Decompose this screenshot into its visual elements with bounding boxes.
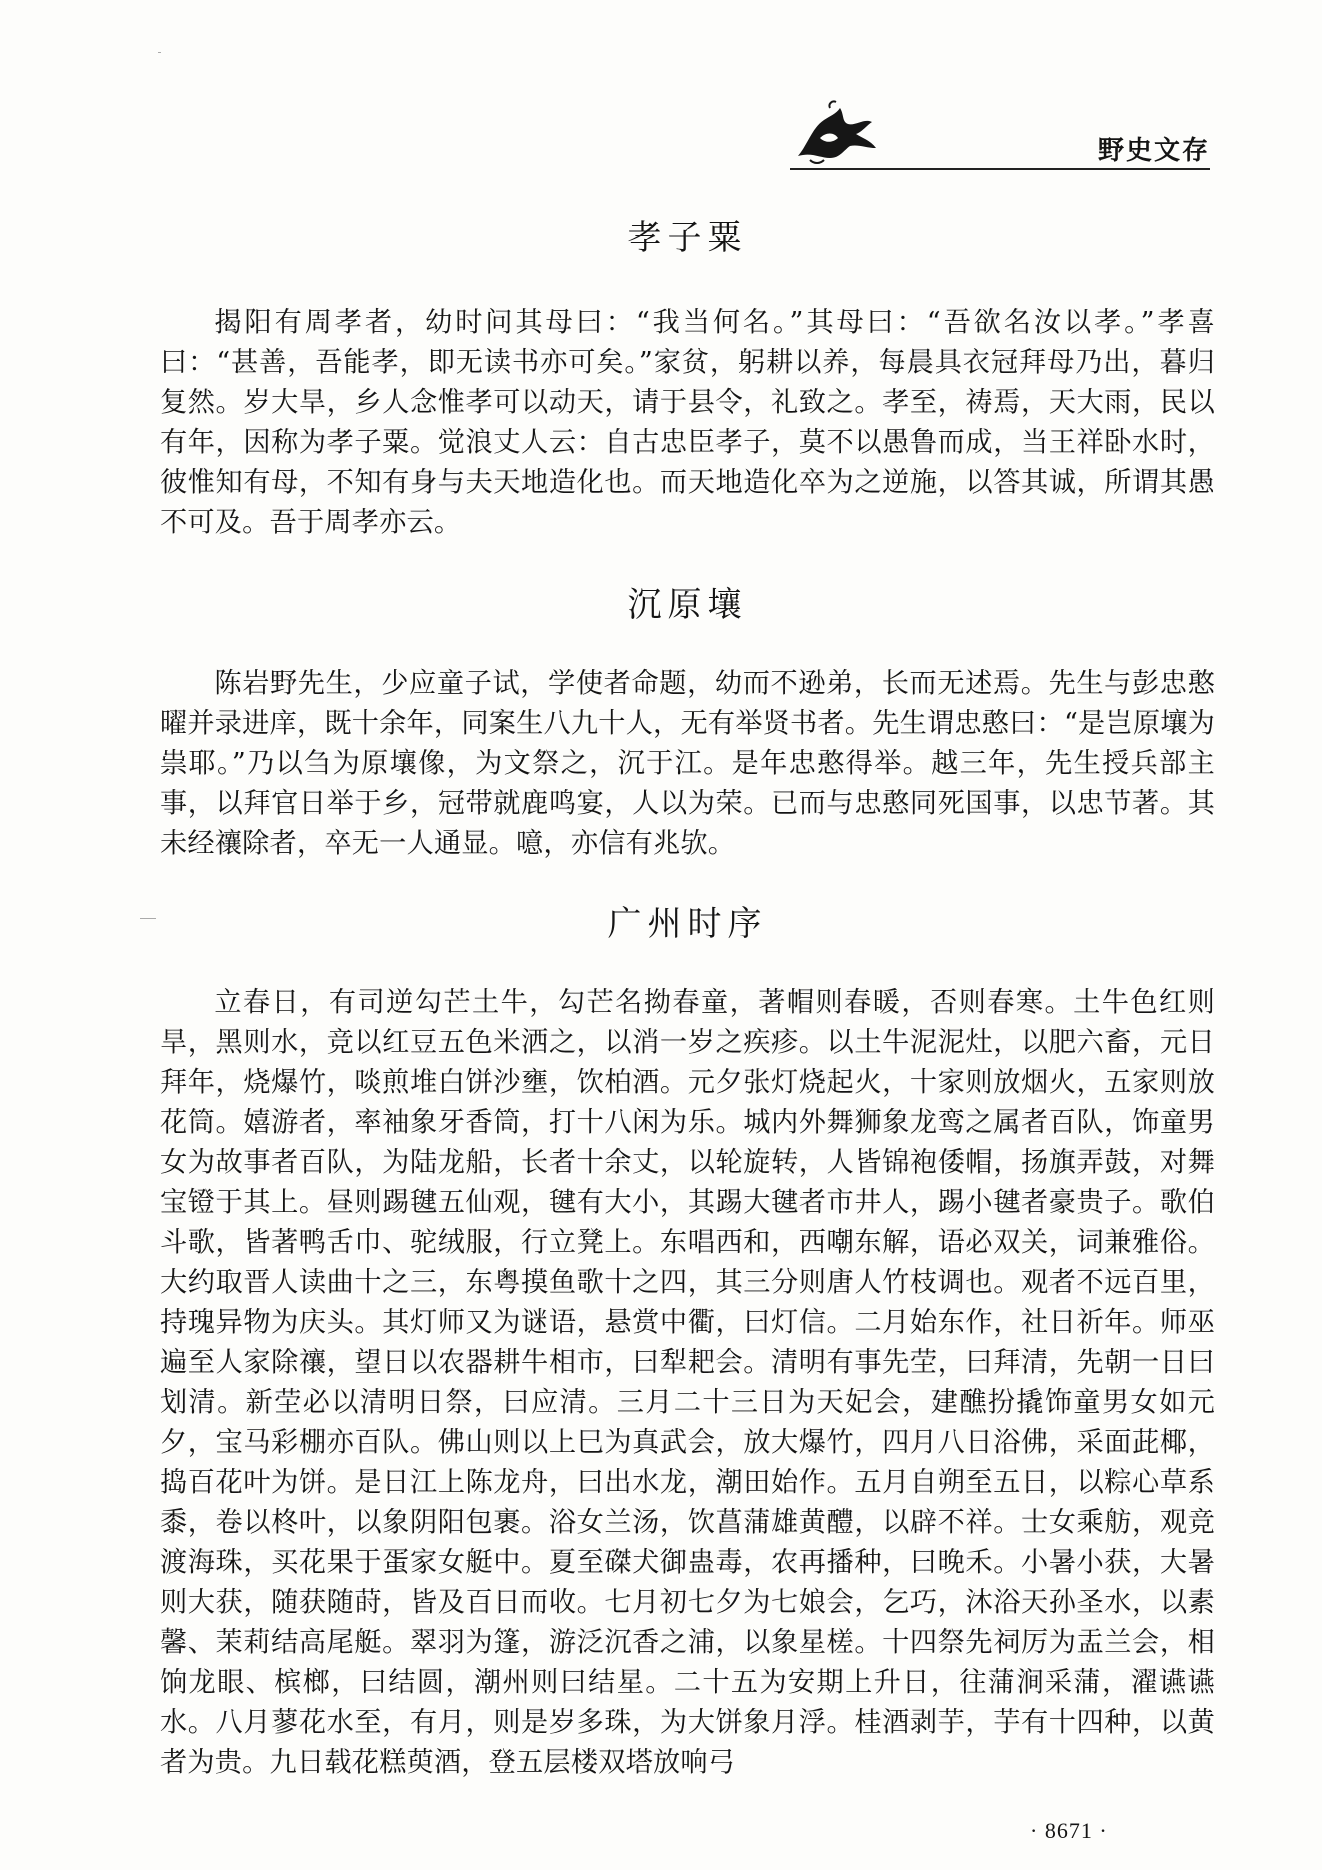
section-chen-yuan-rang bbox=[160, 582, 1215, 864]
dragon-emblem-icon bbox=[790, 98, 885, 168]
section-body: 立春日，有司逆勾芒土牛，勾芒名拗春童，著帽则春暖，否则春寒。土牛色红则旱，黑则水，竞以红豆五色米洒之，以消一岁之疾疹。以土牛泥泥灶，以肥六畜，元日拜年，烧爆竹，啖煎堆白饼沙壅，饮柏酒。元夕张灯烧起火，十家则放烟火，五家则放花筒。嬉游者，率袖象牙香筒，打十八闲为乐。城内外舞狮象龙鸾之属者百队，饰童男女为故事者百队，为陆龙船，长者十余丈，以轮旋转，人皆锦袍倭帽，扬旗弄鼓，对舞宝镫于其上。昼则踢毽五仙观，毽有大小，其踢大毽者市井人，踢小毽者豪贵子。歌伯斗歌，皆著鸭舌巾、驼绒服，行立凳上。东唱西和，西嘲东解，语必双关，词兼雅俗。大约取晋人读曲十之三，东粤摸鱼歌十之四，其三分则唐人竹枝调也。观者不远百里，持瑰异物为庆头。其灯师又为谜语，悬赏中衢，曰灯信。二月始东作，社日祈年。师巫遍至人家除禳，望日以农器耕牛相市，曰犁耙会。清明有事先茔，曰拜清，先朝一日曰划清。新茔必以清明日祭，曰应清。三月二十三日为天妃会，建醮扮撬饰童男女如元夕，宝马彩棚亦百队。佛山则以上巳为真武会，放大爆竹，四月八日浴佛，采面茈椰，捣百花叶为饼。是日江上陈龙舟，曰出水龙，潮田始作。五月自朔至五日，以粽心草系黍，卷以柊叶，以象阴阳包裹。浴女兰汤，饮菖蒲雄黄醴，以辟不祥。士女乘舫，观竞渡海珠，买花果于蛋家女艇中。夏至磔犬御蛊毒，农再播种，曰晚禾。小暑小获，大暑则大获，随获随莳，皆及百日而收。七月初七夕为七娘会，乞巧，沐浴天孙圣水，以素馨、茉莉结高尾艇。翠羽为篷，游泛沉香之浦，以象星槎。十四祭先祠厉为盂兰会，相饷龙眼、槟榔，曰结圆，潮州则曰结星。二十五为安期上升日，往蒲涧采蒲，濯䜩䜩水。八月蓼花水至，有月，则是岁多珠，为大饼象月浮。桂酒剥芋，芋有十四种，以黄者为贵。九日载花糕萸酒，登五层楼双塔放响弓 bbox=[160, 987, 1215, 1778]
running-header bbox=[790, 96, 1210, 176]
section-body: 陈岩野先生，少应童子试，学使者命题，幼而不逊弟，长而无述焉。先生与彭忠憨曜并录进庠，既十余年，同案生八九十人，无有举贤书者。先生谓忠憨曰：“是岂原壤为祟耶。”乃以刍为原壤像，为文祭之，沉于江。是年忠憨得举。越三年，先生授兵部主事，以拜官日举于乡，冠带就鹿鸣宴，人以为荣。已而与忠憨同死国事，以忠节著。其未经禳除者，卒无一人通显。噫，亦信有兆欤。 bbox=[160, 668, 1215, 859]
page-number: · 8671 · bbox=[1030, 1818, 1108, 1843]
page-content bbox=[160, 215, 1215, 1783]
section-title: 沉原壤 bbox=[627, 585, 748, 625]
header-rule bbox=[790, 168, 1210, 170]
scan-mark bbox=[140, 918, 156, 919]
scan-mark bbox=[158, 52, 161, 53]
section-body: 揭阳有周孝者，幼时问其母曰：“我当何名。”其母曰：“吾欲名汝以孝。”孝喜曰：“甚善，吾能孝，即无读书亦可矣。”家贫，躬耕以养，每晨具衣冠拜母乃出，暮归复然。岁大旱，乡人念惟孝可以动天，请于县令，礼致之。孝至，祷焉，天大雨，民以有年，因称为孝子粟。觉浪丈人云：自古忠臣孝子，莫不以愚鲁而成，当王祥卧水时，彼惟知有母，不知有身与夫天地造化也。而天地造化卒为之逆施，以答其诚，所谓其愚不可及。吾于周孝亦云。 bbox=[160, 307, 1215, 538]
section-title: 广州时序 bbox=[607, 904, 768, 944]
section-title: 孝子粟 bbox=[627, 218, 748, 258]
section-guangzhou-shixu bbox=[160, 901, 1215, 1783]
series-title: 野史文存 bbox=[1097, 136, 1210, 166]
section-xiaozi-su bbox=[160, 215, 1215, 543]
